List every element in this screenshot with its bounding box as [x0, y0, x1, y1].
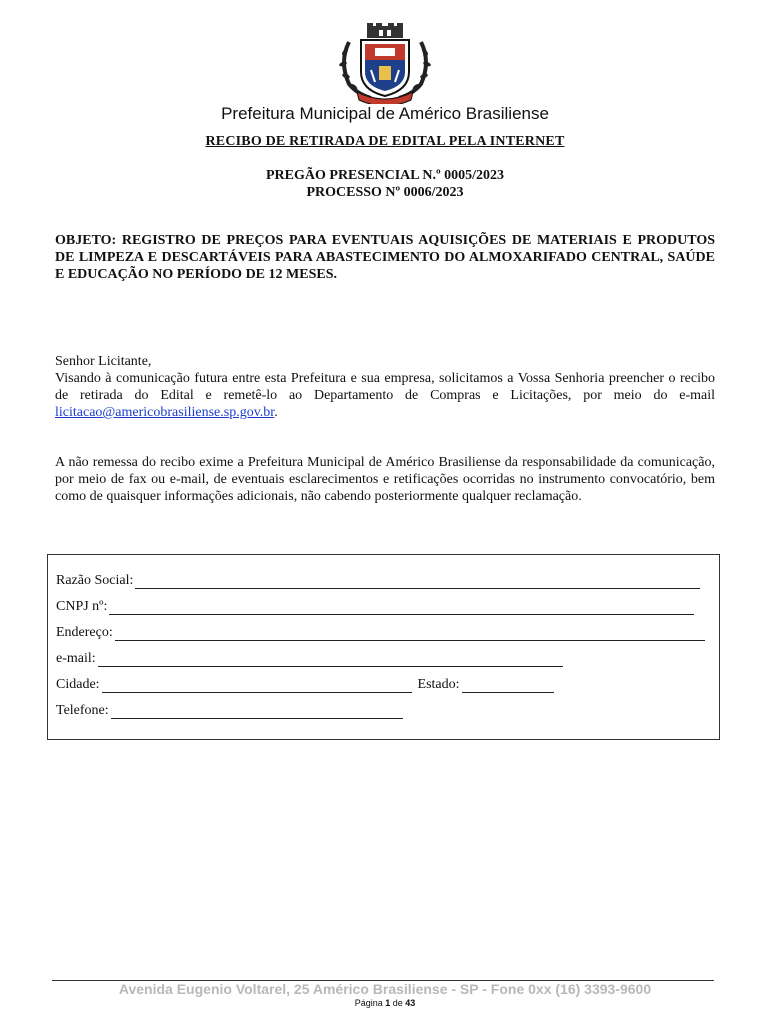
email-line[interactable]	[98, 653, 563, 667]
endereco-label: Endereço:	[56, 625, 113, 640]
endereco-line[interactable]	[115, 627, 705, 641]
cidade-line[interactable]	[102, 679, 412, 693]
paragraph-period: .	[274, 405, 278, 420]
page-of: de	[392, 998, 403, 1008]
telefone-line[interactable]	[111, 705, 403, 719]
page-number	[0, 998, 770, 1008]
objeto-text: REGISTRO DE PREÇOS PARA EVENTUAIS AQUISIÇÕES DE MATERIAIS E PRODUTOS DE LIMPEZA E DESCARTÁVEIS PARA ABASTECIMENTO DO ALMOXARIFADO CENTRAL, SAÚDE E EDUCAÇÃO NO PERÍODO DE 12 MESES.	[55, 233, 715, 282]
razao-social-label: Razão Social:	[56, 573, 134, 588]
estado-label: Estado:	[417, 677, 460, 692]
pregao-number: PREGÃO PRESENCIAL N.º 0005/2023	[266, 168, 504, 183]
page-prefix: Página	[354, 998, 383, 1008]
email-link[interactable]: licitacao@americobrasiliense.sp.gov.br	[55, 405, 275, 420]
endereco-field[interactable]	[56, 625, 705, 641]
estado-line[interactable]	[462, 679, 554, 693]
cnpj-field[interactable]	[56, 599, 694, 615]
cnpj-label: CNPJ nº:	[56, 599, 108, 614]
disclaimer-paragraph: A não remessa do recibo exime a Prefeitura Municipal de Américo Brasiliense da responsabilidade da comunicação, por meio de fax ou e-mail, de eventuais esclarecimentos e retificações ocorridas no instrumento convocatório, bem como de quaisquer informações adicionais, não cabendo posteriormente qualquer reclamação.	[55, 455, 715, 504]
processo-number: PROCESSO Nº 0006/2023	[306, 185, 464, 200]
cnpj-line[interactable]	[109, 601, 694, 615]
objeto-section	[55, 232, 715, 283]
cidade-estado-field[interactable]	[56, 677, 554, 693]
receipt-form	[47, 554, 720, 740]
email-field[interactable]	[56, 651, 563, 667]
municipal-crest-logo	[335, 22, 435, 104]
municipality-header: Prefeitura Municipal de Américo Brasiliense	[221, 104, 549, 123]
cidade-label: Cidade:	[56, 677, 100, 692]
greeting: Senhor Licitante,	[55, 354, 152, 369]
page-current: 1	[385, 998, 391, 1008]
intro-paragraph	[55, 353, 715, 421]
telefone-label: Telefone:	[56, 703, 109, 718]
objeto-label: OBJETO:	[55, 233, 117, 248]
email-label: e-mail:	[56, 651, 96, 666]
request-text: Visando à comunicação futura entre esta Prefeitura e sua empresa, solicitamos a Vossa Senhoria preencher o recibo de retirada do Edital e remetê-lo ao Departamento de Compras e Licitações, por meio do e-mail	[55, 371, 715, 403]
telefone-field[interactable]	[56, 703, 403, 719]
razao-social-field[interactable]	[56, 573, 700, 589]
procurement-info	[0, 167, 770, 201]
razao-social-line[interactable]	[135, 575, 700, 589]
footer-address: Avenida Eugenio Voltarel, 25 Américo Brasiliense - SP - Fone 0xx (16) 3393-9600	[118, 981, 652, 997]
page-total: 43	[405, 998, 416, 1008]
document-title: RECIBO DE RETIRADA DE EDITAL PELA INTERNET	[205, 134, 565, 149]
